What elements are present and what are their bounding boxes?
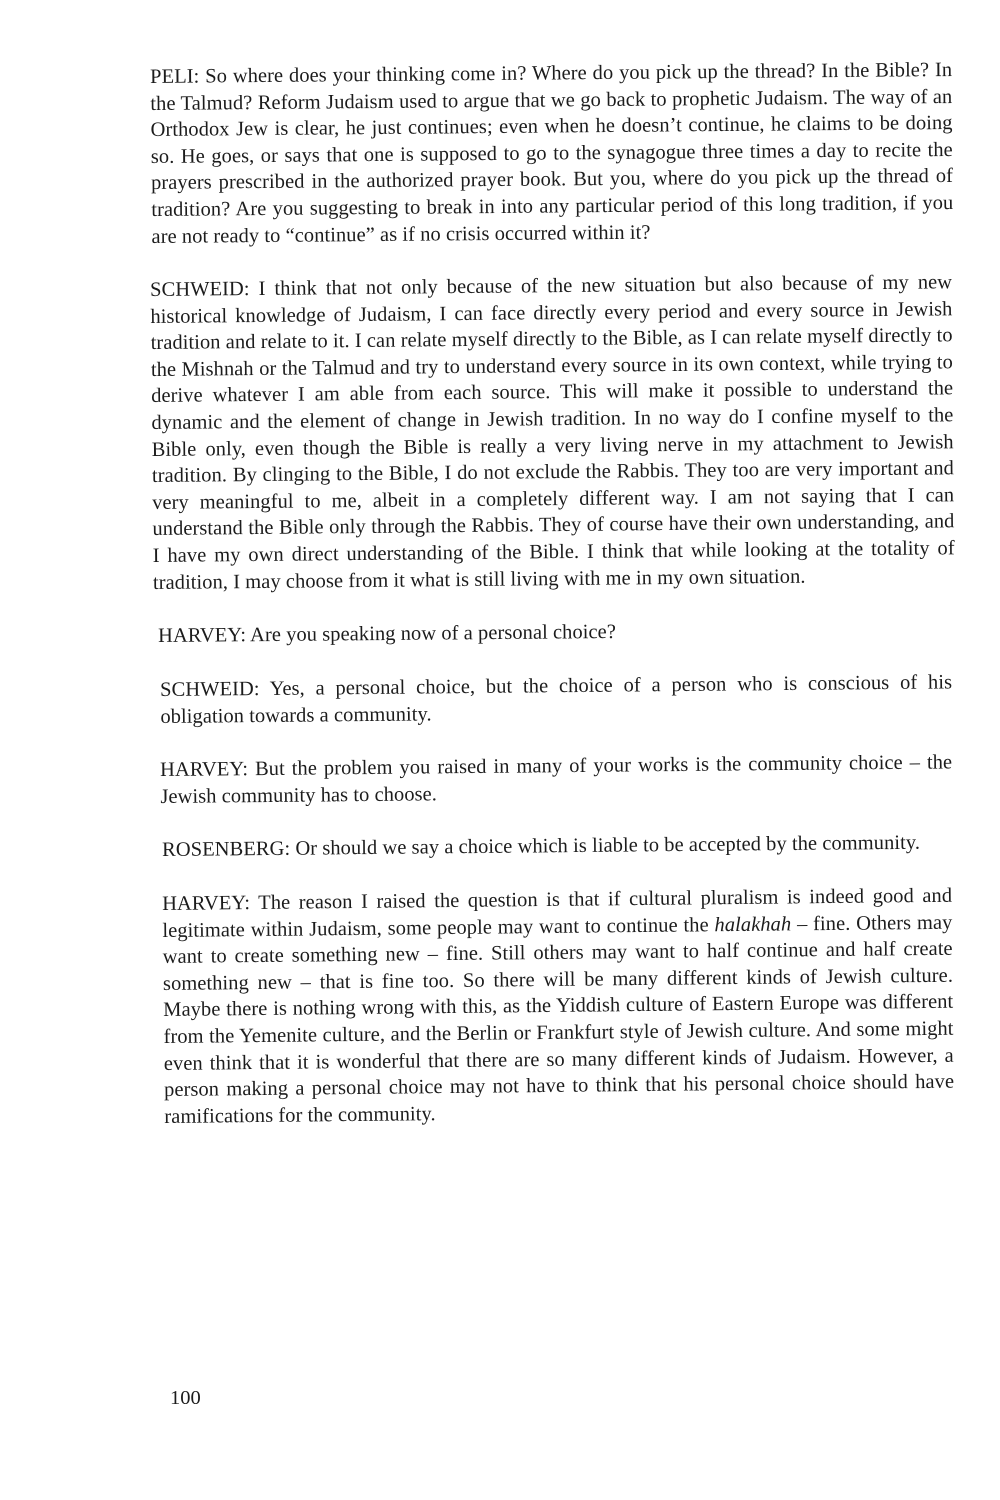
paragraph-schweid-answer <box>150 269 955 596</box>
paragraph-schweid-reply <box>160 669 952 730</box>
speaker-name: ROSENBERG: <box>162 838 291 862</box>
paragraph-text-after: – fine. Others may want to create something new – fine. Still others may want to half continue and half create something new – that is fine too. So there will be many different kinds of Jewish culture. Maybe there is nothing wrong with this, as the Yiddish culture of Eastern Europe was different from the Yemenite culture, and the Berlin or Frankfurt style of Jewish culture. And some might even think that it is wonderful that there are so many different kinds of Judaism. However, a person making a personal choice may not have to think that his personal choice should have ramifications for the community. <box>162 911 955 1128</box>
paragraph-text: Yes, a personal choice, but the choice of a person who is conscious of his obligation towards a community. <box>160 671 953 728</box>
speaker-name: SCHWEID: <box>150 278 250 302</box>
paragraph-harvey-question <box>158 616 952 650</box>
paragraph-peli-question <box>150 57 954 250</box>
speaker-name: HARVEY: <box>162 891 251 915</box>
paragraph-text: Or should we say a choice which is liable to be accepted by the community. <box>295 831 921 860</box>
speaker-name: HARVEY: <box>160 758 249 782</box>
speaker-name: PELI: <box>150 65 200 88</box>
paragraph-text: But the problem you raised in many of your works is the community choice – the Jewish community has to choose. <box>160 751 953 808</box>
paragraph-harvey-pluralism <box>162 883 954 1131</box>
paragraph-text: So where does your thinking come in? Where do you pick up the thread? In the Bible? In the Talmud? Reform Judaism used to argue that we go back to prophetic Judaism. The way of an Orthodox Jew is clear, he just continues; even when he doesn’t continue, he claims to be doing so. He goes, or says that one is supposed to go to the synagogue three times a day to recite the prayers prescribed in the authorized prayer book. But you, where do you pick up the thread of tradition? Are you suggesting to break in into any particular period of this long tradition, if you are not ready to “continue” as if no crisis occurred within it? <box>150 59 954 248</box>
speaker-name: SCHWEID: <box>160 677 260 701</box>
paragraph-rosenberg-remark <box>162 830 952 864</box>
paragraph-text: I think that not only because of the new situation but also because of my new historical knowledge of Judaism, I can face directly every period and every source in Jewish tradition and relate to it. I can relate myself directly to the Bible, as I can relate myself directly to the Mishnah or the Talmud and try to understand every source in its own context, while trying to derive whatever I am able from each source. This will make it possible to understand the dynamic and the element of change in Jewish tradition. In no way do I confine myself to the Bible only, even though the Bible is really a very living nerve in my attachment to Jewish tradition. By clinging to the Bible, I do not exclude the Rabbis. They too are very important and very meaningful to me, albeit in a completely different way. I am not saying that I can understand the Bible only through the Rabbis. They of course have their own understanding, and I have my own direct understanding of the Bible. I think that while looking at the totality of tradition, I may choose from it what is still living with me in my own situation. <box>150 271 955 594</box>
speaker-name: HARVEY: <box>158 624 247 648</box>
paragraph-harvey-problem <box>160 749 952 810</box>
paragraph-text-before: The reason I raised the question is that if cultural pluralism is indeed good and legitimate within Judaism, some people may want to continue the <box>162 884 953 942</box>
page-body <box>150 59 955 1484</box>
page-number: 100 <box>170 1387 201 1409</box>
paragraph-text: Are you speaking now of a personal choice? <box>249 621 617 647</box>
italic-term: halakhah <box>714 912 792 936</box>
